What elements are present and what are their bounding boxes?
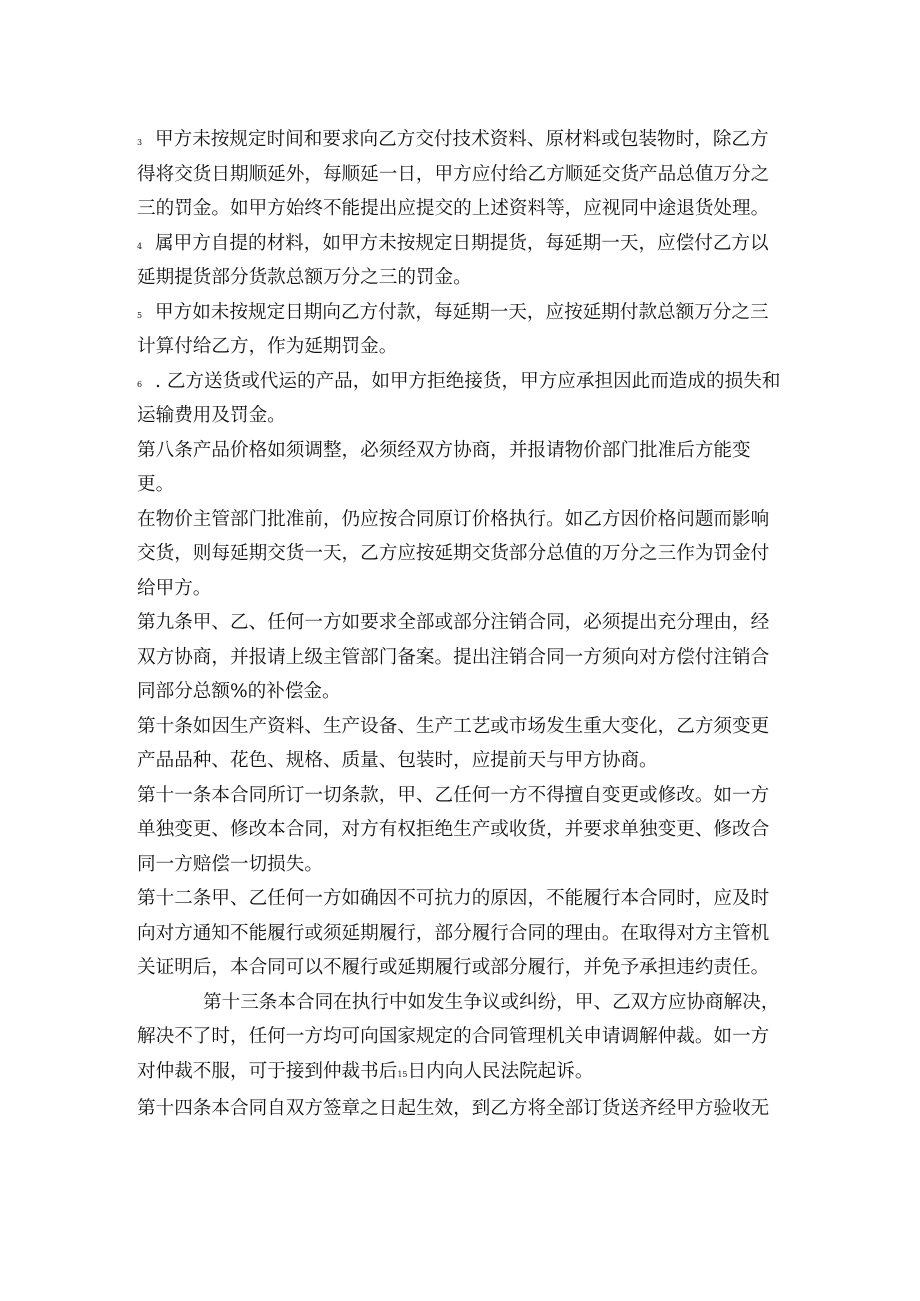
text-line: 第十四条本合同自双方签章之日起生效，到乙方将全部订货送齐经甲方验收无 (137, 1098, 770, 1119)
text-line: 关证明后，本合同可以不履行或延期履行或部分履行，并免予承担违约责任。 (137, 957, 770, 978)
article-9 (137, 606, 787, 710)
text-line: 产品品种、花色、规格、质量、包装时，应提前天与甲方协商。 (137, 750, 658, 771)
penalty-item-6 (137, 365, 787, 434)
penalty-item-3 (137, 123, 787, 227)
text-line: 得将交货日期顺延外，每顺延一日，甲方应付给乙方顺延交货产品总值万分之 (137, 163, 770, 185)
text-line: 第八条产品价格如须调整，必须经双方协商，并报请物价部门批准后方能变更。 (137, 439, 751, 495)
text-line: 第十二条甲、乙任何一方如确因不可抗力的原因，不能履行本合同时，应及时 (137, 888, 770, 909)
article-13 (137, 986, 787, 1093)
document-body (137, 123, 787, 1127)
text-line: 对仲裁不服，可于接到仲裁书后 (137, 1060, 398, 1082)
list-marker: 4 (137, 241, 143, 251)
article-10 (137, 710, 787, 779)
penalty-item-5 (137, 296, 787, 365)
text-line: 第十一条本合同所订一切条款，甲、乙任何一方不得擅自变更或修改。如一方 (137, 784, 770, 806)
text-line: 延期提货部分货款总额万分之三的罚金。 (137, 267, 472, 288)
list-marker: 6 (137, 379, 143, 389)
penalty-item-4 (137, 227, 787, 296)
text-line: 日内向人民法院起诉。 (407, 1060, 594, 1082)
text-line: 解决不了时，任何一方均可向国家规定的合同管理机关申请调解仲裁。如一方 (137, 1026, 770, 1047)
text-line: 三的罚金。如甲方始终不能提出应提交的上述资料等，应视同中途退货处理。 (137, 198, 770, 219)
text-line: 双方协商，并报请上级主管部门备案。提出注销合同一方须向对方偿付注销合 (137, 646, 770, 668)
text-line: 在物价主管部门批准前，仍应按合同原订价格执行。如乙方因价格问题而影响 (137, 508, 770, 530)
text-line: 甲方如未按规定日期向乙方付款，每延期一天，应按延期付款总额万分之三 (155, 301, 769, 323)
text-line: 运输费用及罚金。 (137, 405, 286, 426)
text-line: 单独变更、修改本合同，对方有权拒绝生产或收货，并要求单独变更、修改合 (137, 819, 770, 840)
text-line: 给甲方。 (137, 577, 212, 599)
text-line: 交货，则每延期交货一天，乙方应按延期交货部分总值的万分之三作为罚金付 (137, 543, 770, 564)
text-line: 同一方赔偿一切损失。 (137, 853, 323, 875)
list-marker: 3 (137, 138, 143, 147)
text-line: 同部分总额%的补偿金。 (137, 681, 341, 702)
text-line: 第九条甲、乙、任何一方如要求全部或部分注销合同，必须提出充分理由，经 (137, 612, 770, 633)
days-number: 15 (397, 1069, 408, 1079)
list-marker: 5 (137, 310, 143, 320)
article-14 (137, 1092, 787, 1127)
text-line: . 乙方送货或代运的产品，如甲方拒绝接货，甲方应承担因此而造成的损失和 (155, 370, 781, 392)
article-8 (137, 434, 787, 607)
text-line: 属甲方自提的材料，如甲方未按规定日期提货，每延期一天，应偿付乙方以 (155, 232, 769, 254)
text-line: 甲方未按规定时间和要求向乙方交付技术资料、原材料或包装物时，除乙方 (155, 129, 769, 150)
text-line: 第十三条本合同在执行中如发生争议或纠纷，甲、乙双方应协商解决， (203, 991, 780, 1013)
text-line: 第十条如因生产资料、生产设备、生产工艺或市场发生重大变化，乙方须变更 (137, 715, 770, 737)
text-line: 计算付给乙方，作为延期罚金。 (137, 336, 398, 357)
text-line: 向对方通知不能履行或须延期履行，部分履行合同的理由。在取得对方主管机 (137, 922, 770, 944)
article-12 (137, 882, 787, 986)
article-11 (137, 779, 787, 883)
